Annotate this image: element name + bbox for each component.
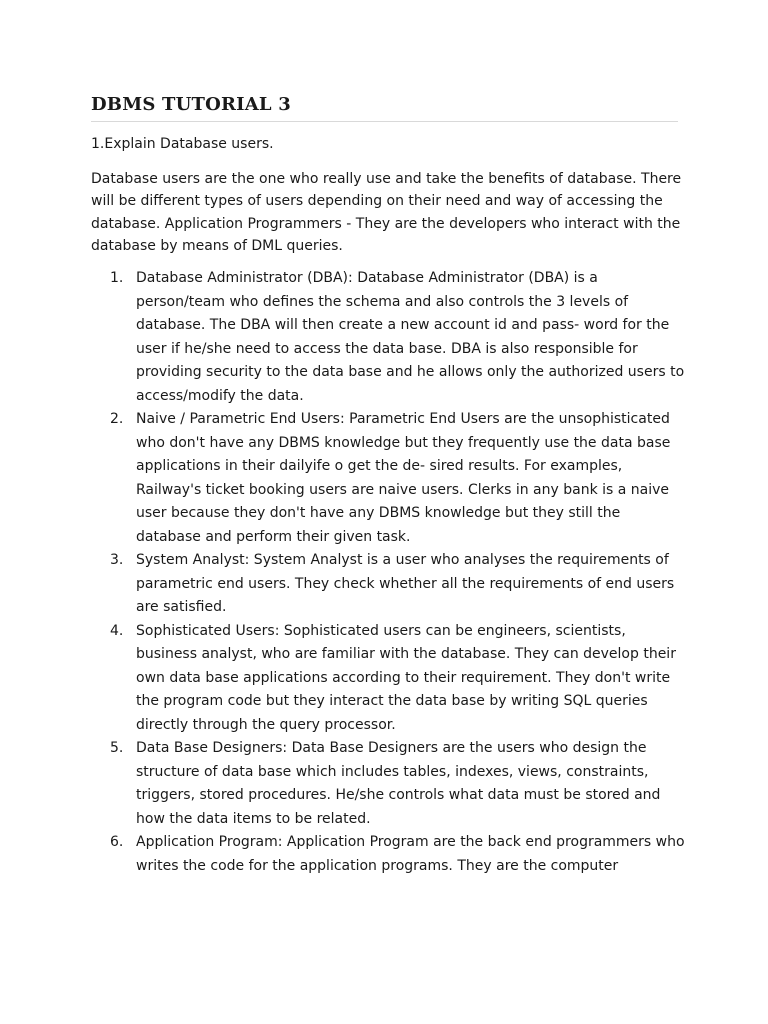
list-item-text: Sophisticated Users: Sophisticated users can be engineers, scientists, business analyst, who are familiar with the database. They can develop their own data base applications according to their requirement. They don't write the program code but they interact the data base by writing SQL queries directly through the query processor. [136,622,676,733]
list-item-number: 4. [110,622,124,639]
database-users-list [110,267,685,878]
title-divider [91,121,678,122]
list-item-number: 3. [110,552,124,568]
list-item-system-analyst [110,549,685,620]
list-item-number: 2. [110,411,124,427]
list-item-dba [110,267,685,408]
document-title: DBMS TUTORIAL 3 [91,94,291,115]
list-item-text: Application Program: Application Program are the back end programmers who writes the code for the application programs. They are the computer [136,834,685,874]
list-item-number: 5. [110,740,124,756]
list-item-text: Data Base Designers: Data Base Designers are the users who design the structure of data base which includes tables, indexes, views, constraints, triggers, stored procedures. He/she controls what data must be stored and how the data items to be related. [136,740,661,827]
question-heading: 1.Explain Database users. [91,136,274,152]
list-item-number: 1. [110,270,124,286]
list-item-text: System Analyst: System Analyst is a user who analyses the requirements of parametric end users. They check whether all the requirements of end users are satisfied. [136,552,675,615]
list-item-application-program [110,831,685,878]
list-item-text: Naive / Parametric End Users: Parametric End Users are the unsophisticated who don't have any DBMS knowledge but they frequently use the data base applications in their dailyife o get the de- sired results. For examples, Railway's ticket booking users are naive users. Clerks in any bank is a naive user because they don't have any DBMS knowledge but they still the database and perform their given task. [136,411,671,545]
list-item-number: 6. [110,834,124,850]
intro-paragraph: Database users are the one who really use and take the benefits of database. There will be different types of users depending on their need and way of accessing the database. Application Programmers - They are the developers who interact with the database by means of DML queries. [91,171,682,254]
list-item-naive-users [110,408,685,549]
list-item-database-designers [110,737,685,831]
list-item-text: Database Administrator (DBA): Database Administrator (DBA) is a person/team who defines the schema and also controls the 3 levels of database. The DBA will then create a new account id and pass- word for the user if he/she need to access the data base. DBA is also responsible for providing security to the data base and he allows only the authorized users to access/modify the data. [136,270,685,404]
list-item-sophisticated-users [110,620,685,738]
